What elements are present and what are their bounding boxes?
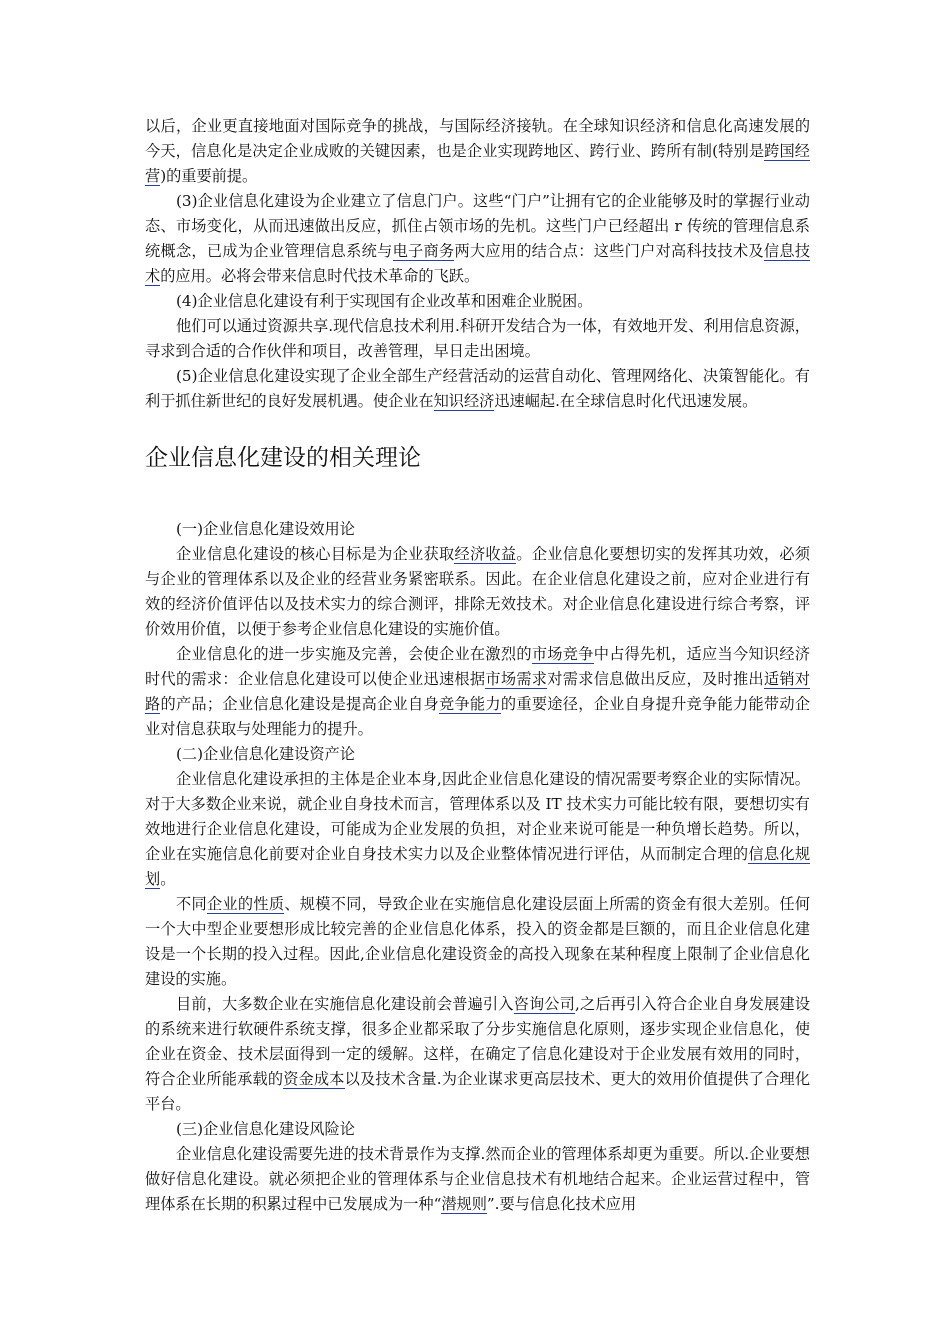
link-knowledge-economy[interactable]: 知识经济 bbox=[433, 392, 495, 410]
link-consulting-company[interactable]: 咨询公司 bbox=[513, 995, 575, 1013]
paragraph-asset-2 bbox=[145, 892, 810, 992]
paragraph-resource-sharing: 他们可以通过资源共享.现代信息技术利用.科研开发结合为一体，有效地开发、利用信息资源，寻求到合适的合作伙伴和项目，改善管理，早日走出困境。 bbox=[145, 317, 810, 360]
section-heading: 企业信息化建设的相关理论 bbox=[145, 445, 421, 471]
text-span: 目前，大多数企业在实施信息化建设前会普遍引入 bbox=[176, 995, 514, 1013]
paragraph-point-4: (4)企业信息化建设有利于实现国有企业改革和困难企业脱困。 bbox=[176, 292, 593, 310]
link-informatization-planning[interactable]: 信息化规划 bbox=[145, 845, 811, 888]
text-span: 的应用。必将会带来信息时代技术革命的飞跃。 bbox=[160, 267, 480, 285]
text-span: 企业信息化建设需要先进的技术背景作为支撑.然而企业的管理体系却更为重要。所以.企业要想做好信息化建设。就必须把企业的管理体系与企业信息技术有机地结合起来。企业运营过程中，管理体系在长期的积累过程中已发展成为一种“ bbox=[145, 1145, 810, 1213]
text-span: (3)企业信息化建设为企业建立了信息门户。这些“门户”让拥有它的企业能够及时的掌握行业动态、市场变化，从而迅速做出反应，抓住占领市场的先机。这些门户已经超出 r 传统的管理信息系统概念，已成为企业管理信息系统与 bbox=[145, 192, 810, 260]
text-span: 企业信息化建设承担的主体是企业本身,因此企业信息化建设的情况需要考察企业的实际情况。对于大多数企业来说，就企业自身技术而言，管理体系以及 IT 技术实力可能比较有限，要想切实有效地进行企业信息化建设，可能成为企业发展的负担，对企业来说可能是一种负增长趋势。所以，企业在实施信息化前要对企业自身技术实力以及企业整体情况进行评估，从而制定合理的 bbox=[145, 770, 810, 863]
text-span: 不同 bbox=[176, 895, 207, 913]
link-e-commerce[interactable]: 电子商务 bbox=[392, 242, 455, 260]
text-span: 的重要途径，企业自身提升竞争能力能带动企业对信息获取与处理能力的提升。 bbox=[145, 695, 811, 738]
paragraph-point-3 bbox=[145, 189, 810, 289]
link-enterprise-nature[interactable]: 企业的性质 bbox=[206, 895, 285, 913]
link-competitiveness[interactable]: 竞争能力 bbox=[438, 695, 501, 713]
paragraph-asset-3 bbox=[145, 992, 810, 1117]
text-span: 企业信息化建设的核心目标是为企业获取 bbox=[176, 545, 455, 563]
text-span: 两大应用的结合点：这些门户对高科技技术及 bbox=[454, 242, 764, 260]
link-market-demand[interactable]: 市场需求 bbox=[485, 670, 548, 688]
document-body bbox=[145, 114, 810, 1217]
text-span: )的重要前提。 bbox=[160, 167, 258, 185]
link-cross-border-operation[interactable]: 跨国经营 bbox=[145, 142, 810, 185]
text-span: 。企业信息化要想切实的发挥其功效，必须与企业的管理体系以及企业的经营业务紧密联系。因此。在企业信息化建设之前，应对企业进行有效的经济价值评估以及技术实力的综合测评，排除无效技术。对企业信息化建设进行综合考察，评价效用价值，以便于参考企业信息化建设的实施价值。 bbox=[145, 545, 811, 638]
text-span: 的产品；企业信息化建设是提高企业自身 bbox=[160, 695, 439, 713]
paragraph-continuation bbox=[145, 114, 810, 189]
link-market-competition[interactable]: 市场竞争 bbox=[531, 645, 594, 663]
subsection-title-utility: (一)企业信息化建设效用论 bbox=[176, 520, 355, 538]
subsection-title-asset: (二)企业信息化建设资产论 bbox=[176, 745, 355, 763]
text-span: 对需求信息做出反应，及时推出 bbox=[547, 670, 764, 688]
text-span: 迅速崛起.在全球信息时化代迅速发展。 bbox=[494, 392, 758, 410]
text-span: 中占得先机，适应当今知识经济时代的需求：企业信息化建设可以使企业迅速根据 bbox=[145, 645, 811, 688]
link-information-technology[interactable]: 信息技术 bbox=[145, 242, 811, 285]
link-capital-cost[interactable]: 资金成本 bbox=[283, 1070, 345, 1088]
text-span: 企业信息化的进一步实施及完善，会使企业在激烈的 bbox=[176, 645, 532, 663]
text-span: ”.要与信息化技术应用 bbox=[486, 1195, 637, 1213]
text-span: 以及技术含量.为企业谋求更高层技术、更大的效用价值提供了合理化平台。 bbox=[145, 1070, 811, 1113]
link-unwritten-rules[interactable]: 潜规则 bbox=[441, 1195, 487, 1213]
paragraph-utility-2 bbox=[145, 642, 810, 742]
paragraph-utility-1 bbox=[145, 542, 810, 642]
subsection-title-risk: (三)企业信息化建设风险论 bbox=[176, 1120, 355, 1138]
text-span: 、规模不同，导致企业在实施信息化建设层面上所需的资金有很大差别。任何一个大中型企业要想形成比较完善的企业信息化体系，投入的资金都是巨额的，而且企业信息化建设是一个长期的投入过程。因此,企业信息化建设资金的高投入现象在某种程度上限制了企业信息化建设的实施。 bbox=[145, 895, 811, 988]
link-marketable-products[interactable]: 适销对路 bbox=[145, 670, 811, 713]
text-span: 。 bbox=[160, 870, 176, 888]
paragraph-asset-1 bbox=[145, 767, 810, 892]
link-economic-returns[interactable]: 经济收益 bbox=[454, 545, 517, 563]
text-span: (5)企业信息化建设实现了企业全部生产经营活动的运营自动化、管理网络化、决策智能化。有利于抓住新世纪的良好发展机遇。使企业在 bbox=[145, 367, 810, 410]
paragraph-point-5 bbox=[145, 364, 810, 414]
paragraph-risk-1 bbox=[145, 1142, 810, 1217]
text-span: ,之后再引入符合企业自身发展建设的系统来进行软硬件系统支撑，很多企业都采取了分步实施信息化原则，逐步实现企业信息化，使企业在资金、技术层面得到一定的缓解。这样，在确定了信息化建设对于企业发展有效用的同时，符合企业所能承载的 bbox=[145, 995, 811, 1088]
text-span: 以后，企业更直接地面对国际竞争的挑战，与国际经济接轨。在全球知识经济和信息化高速发展的今天，信息化是决定企业成败的关键因素，也是企业实现跨地区、跨行业、跨所有制(特别是 bbox=[145, 117, 810, 160]
